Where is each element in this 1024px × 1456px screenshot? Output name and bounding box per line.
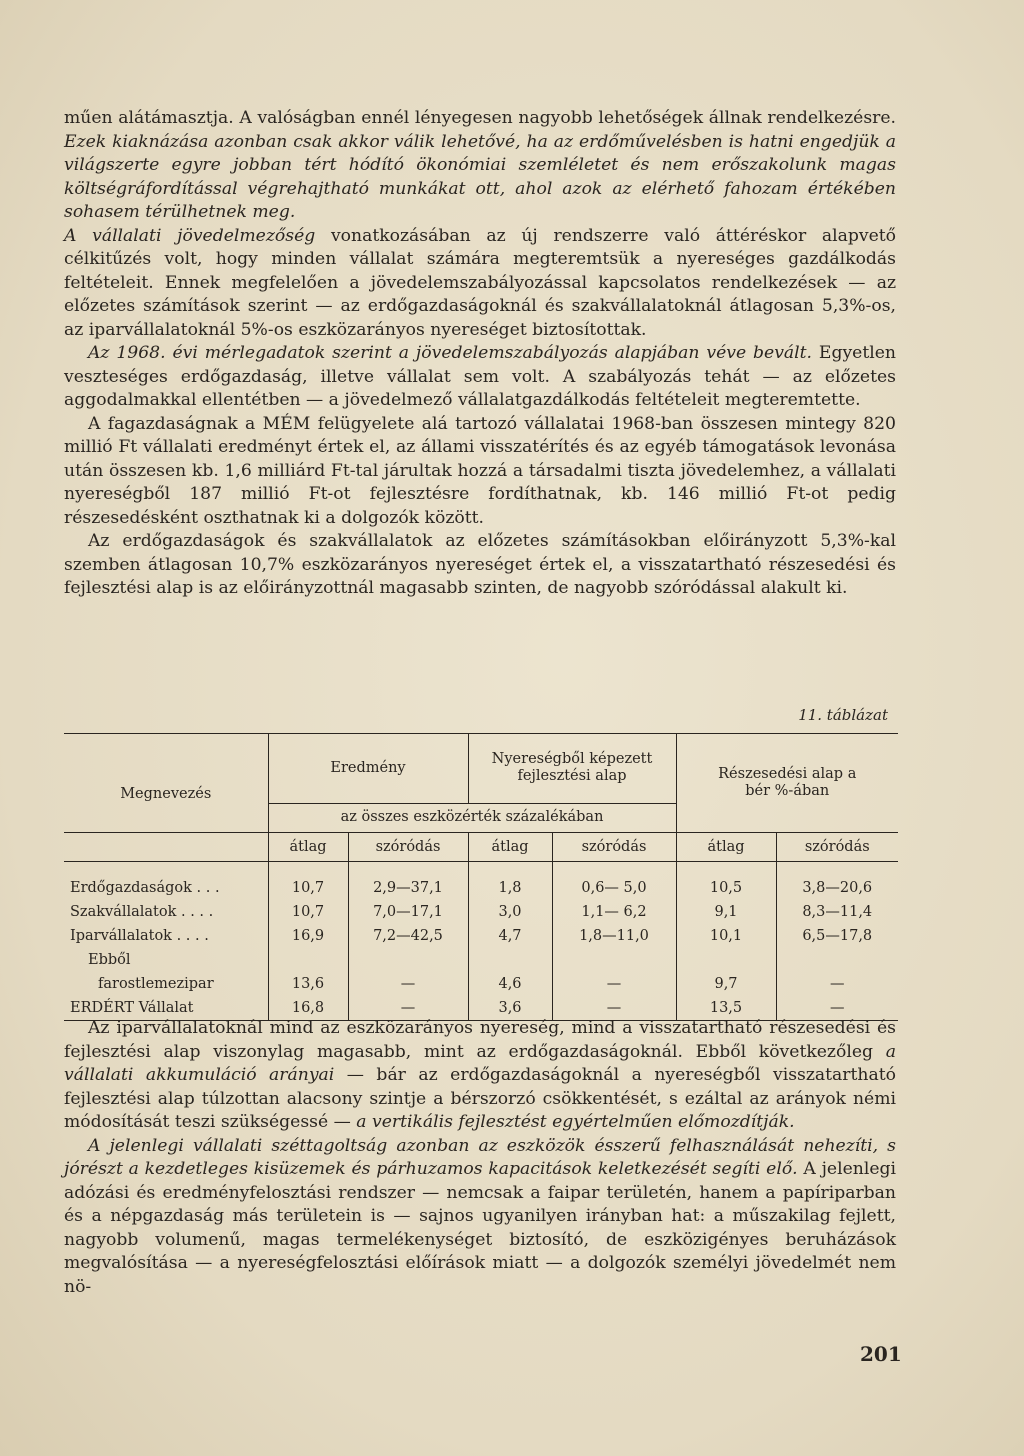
table-cell: 2,9—37,1: [348, 862, 468, 901]
body-text: A fagazdaságnak a MÉM felügyelete alá tartozó vállalatai 1968-ban összesen mintegy 820 millió Ft vállalati eredményt értek el, az állami visszatérítés és az egyéb támogatások levonása után összesen kb. 1,6 milliárd Ft-tal járultak hozzá a társadalmi tiszta jövedelemhez, a vállalati nyereségből 187 millió Ft-ot fejlesztésre fordíthatnak, kb. 146 millió Ft-ot pedig részesedésként oszthatnak ki a dolgozók között.: [64, 413, 896, 528]
paragraph: [64, 1135, 896, 1300]
italic-text: Ezek kiaknázása azonban csak akkor válik lehetővé, ha az erdőművelésben is hatni engedjük a világszerte egyre jobban tért hódító ökonómiai szemléletet és nem erőszakolunk magas költségráfordítással végrehajtható munkákat ott, ahol azok az elérhető fahozam értékében sohasem térülhetnek meg.: [64, 131, 896, 222]
table-cell: 16,8: [268, 996, 348, 1021]
table-cell: 0,6— 5,0: [552, 862, 676, 901]
table-cell: 8,3—11,4: [776, 900, 898, 924]
table-cell: [552, 948, 676, 972]
table-cell: —: [552, 996, 676, 1021]
table-cell: —: [348, 996, 468, 1021]
body-text: Az iparvállalatoknál mind az eszközarányos nyereség, mind a visszatartható részesedési és fejlesztési alap viszonylag magasabb, mint az erdőgazdaságoknál. Ebből következőleg: [64, 1018, 896, 1062]
table-cell: 10,7: [268, 862, 348, 901]
col-header-atlag-2: átlag: [468, 833, 552, 862]
table-cell: [676, 948, 776, 972]
col-header-reszesedesi: Részesedési alap a bér %-ában: [676, 734, 898, 833]
table-cell: 3,0: [468, 900, 552, 924]
table-cell: 10,7: [268, 900, 348, 924]
data-table: [64, 733, 898, 1021]
row-label: Erdőgazdaságok . . .: [70, 879, 220, 896]
text-block-bottom: [64, 1017, 896, 1299]
table-cell: 10,1: [676, 924, 776, 948]
page-number: 201: [860, 1342, 902, 1366]
table-cell: 1,8—11,0: [552, 924, 676, 948]
table-cell: 3,6: [468, 996, 552, 1021]
col-header-nyereseg: Nyereségből képezett fejlesztési alap: [468, 734, 676, 804]
paragraph: [64, 1017, 896, 1135]
body-text: vonatkozásában az új rendszerre való áttéréskor alapvető célkitűzés volt, hogy minden vállalat számára megteremtsük a nyereséges gazdálkodás feltételeit. Ennek megfelelően a jövedelemszabályozással kapcsolatos rendelkezések — az előzetes számítások szerint — az erdőgazdaságoknál és szakvállalatoknál átlagosan 5,3%-os, az iparvállalatoknál 5%-os eszközarányos nyereséget biztosítottak.: [64, 225, 897, 340]
table-cell: 13,5: [676, 996, 776, 1021]
row-label: Iparvállalatok . . . .: [70, 927, 209, 944]
table-row: [64, 924, 898, 948]
italic-text: A jelenlegi vállalati széttagoltság azonban az eszközök ésszerű felhasználását nehezíti, s jórészt a kezdetleges kisüzemek és párhuzamos kapacitások keletkezését segíti elő.: [64, 1135, 896, 1179]
table-cell: [268, 948, 348, 972]
row-label: farostlemezipar: [98, 975, 214, 992]
table-cell: —: [776, 996, 898, 1021]
col-header-szorodas-1: szóródás: [348, 833, 468, 862]
body-text: — bár az erdőgazdaságoknál a nyereségből visszatartható fejlesztési alap túlzottan alacsony szintje a bérszorzó csökkentését, s ezáltal az arányok némi módosítását teszi szükségessé —: [64, 1065, 896, 1132]
table-row: [64, 948, 898, 972]
row-label: ERDÉRT Vállalat: [70, 999, 194, 1016]
italic-text: A vállalati jövedelmezőség: [64, 225, 316, 246]
table-cell: 3,8—20,6: [776, 862, 898, 901]
text-block-top: [64, 107, 896, 601]
body-text: Egyetlen veszteséges erdőgazdaság, illetve vállalat sem volt. A szabályozás tehát — az előzetes aggodalmakkal ellentétben — a jövedelmező vállalatgazdálkodás feltételeit megteremtette.: [64, 343, 897, 410]
table-cell: [348, 948, 468, 972]
table-row: [64, 862, 898, 901]
table-cell: [468, 948, 552, 972]
table-cell: 1,8: [468, 862, 552, 901]
col-header-atlag-1: átlag: [268, 833, 348, 862]
table-cell: 4,7: [468, 924, 552, 948]
body-text: műen alátámasztja. A valóságban ennél lényegesen nagyobb lehetőségek állnak rendelkezésre.: [64, 108, 896, 128]
table-cell: 6,5—17,8: [776, 924, 898, 948]
table-row: [64, 900, 898, 924]
table-cell: —: [348, 972, 468, 996]
col-header-osszes: az összes eszközérték százalékában: [268, 803, 676, 832]
table-row: [64, 972, 898, 996]
col-header-megnevezes: Megnevezés: [120, 785, 212, 802]
table-cell: 9,1: [676, 900, 776, 924]
col-header-szorodas-3: szóródás: [776, 833, 898, 862]
table-cell: 16,9: [268, 924, 348, 948]
body-text: Az erdőgazdaságok és szakvállalatok az előzetes számításokban előirányzott 5,3%-kal szemben átlagosan 10,7% eszközarányos nyereséget értek el, a visszatartható részesedési és fejlesztési alap is az előirányzottnál magasabb szinten, de nagyobb szóródással alakult ki.: [64, 531, 896, 598]
table-caption: 11. táblázat: [798, 706, 888, 724]
table-cell: 7,0—17,1: [348, 900, 468, 924]
col-header-blank: [64, 833, 268, 862]
paragraph: [64, 413, 896, 531]
paragraph: [64, 225, 896, 343]
italic-text: Az 1968. évi mérlegadatok szerint a jövedelemszabályozás alapjában véve bevált.: [88, 343, 813, 363]
table-cell: 7,2—42,5: [348, 924, 468, 948]
table-cell: 13,6: [268, 972, 348, 996]
paragraph: [64, 107, 896, 225]
body-text: A jelenlegi adózási és eredményfelosztási rendszer — nemcsak a faipar területén, hanem a papíriparban és a népgazdaság más területein is — sajnos ugyanilyen irányban hat: a műszakilag fejlett, nagyobb volumenű, magas termelékenységet biztosító, de eszközigényes beruházások megvalósítása — a nyereségfelosztási előírások miatt — a dolgozók személyi jövedelmét nem nö-: [64, 1159, 897, 1297]
italic-text: a vállalati akkumuláció arányai: [64, 1041, 896, 1085]
row-label: Szakvállalatok . . . .: [70, 903, 214, 920]
table-cell: —: [552, 972, 676, 996]
table-cell: 4,6: [468, 972, 552, 996]
table-cell: [776, 948, 898, 972]
paragraph: [64, 342, 896, 413]
table-cell: —: [776, 972, 898, 996]
table-cell: 9,7: [676, 972, 776, 996]
row-label: Ebből: [88, 951, 131, 968]
col-header-atlag-3: átlag: [676, 833, 776, 862]
table-cell: 10,5: [676, 862, 776, 901]
col-header-szorodas-2: szóródás: [552, 833, 676, 862]
col-header-eredmeny: Eredmény: [268, 734, 468, 804]
paragraph: [64, 530, 896, 601]
italic-text: a vertikális fejlesztést egyértelműen előmozdítják.: [356, 1112, 795, 1132]
table-cell: 1,1— 6,2: [552, 900, 676, 924]
